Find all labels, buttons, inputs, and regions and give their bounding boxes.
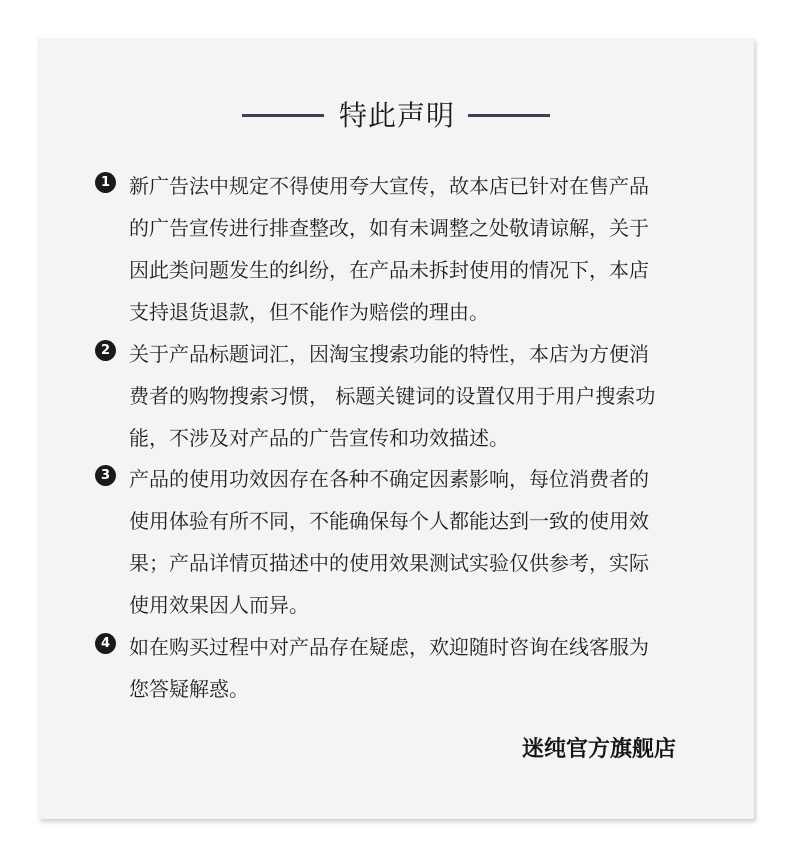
store-signature: 迷纯官方旗舰店 [521, 737, 676, 762]
text-line: 的广告宣传进行排查整改，如有未调整之处敬请谅解，关于 [129, 216, 649, 240]
notice-title: 特此声明 [338, 99, 455, 132]
notice-item-text [129, 333, 709, 459]
text-line: 使用体验有所不同，不能确保每个人都能达到一致的使用效 [129, 509, 649, 533]
text-line: 支持退货退款，但不能作为赔偿的理由。 [129, 300, 489, 324]
text-line: 费者的购物搜索习惯， 标题关键词的设置仅用于用户搜索功 [129, 384, 656, 408]
notice-item-text [129, 458, 709, 626]
text-line: 果；产品详情页描述中的使用效果测试实验仅供参考，实际 [129, 551, 649, 575]
text-line: 产品的使用功效因存在各种不确定因素影响，每位消费者的 [129, 467, 649, 491]
item-number-badge: 3 [95, 465, 116, 486]
text-line: 因此类问题发生的纠纷，在产品未拆封使用的情况下，本店 [129, 258, 649, 282]
text-line: 如在购买过程中对产品存在疑虑，欢迎随时咨询在线客服为 [129, 635, 649, 659]
notice-item-text [129, 626, 709, 710]
text-line: 能，不涉及对产品的广告宣传和功效描述。 [129, 426, 509, 450]
notice-header [0, 95, 790, 137]
notice-item-text [129, 165, 709, 333]
item-number-badge: 1 [95, 172, 116, 193]
text-line: 您答疑解惑。 [129, 677, 249, 701]
text-line: 使用效果因人而异。 [129, 593, 309, 617]
item-number-badge: 4 [95, 633, 116, 654]
text-line: 新广告法中规定不得使用夸大宣传，故本店已针对在售产品 [129, 174, 649, 198]
text-line: 关于产品标题词汇，因淘宝搜索功能的特性，本店为方便消 [129, 342, 649, 366]
title-divider-right [468, 114, 550, 117]
title-divider-left [242, 114, 324, 117]
item-number-badge: 2 [95, 340, 116, 361]
